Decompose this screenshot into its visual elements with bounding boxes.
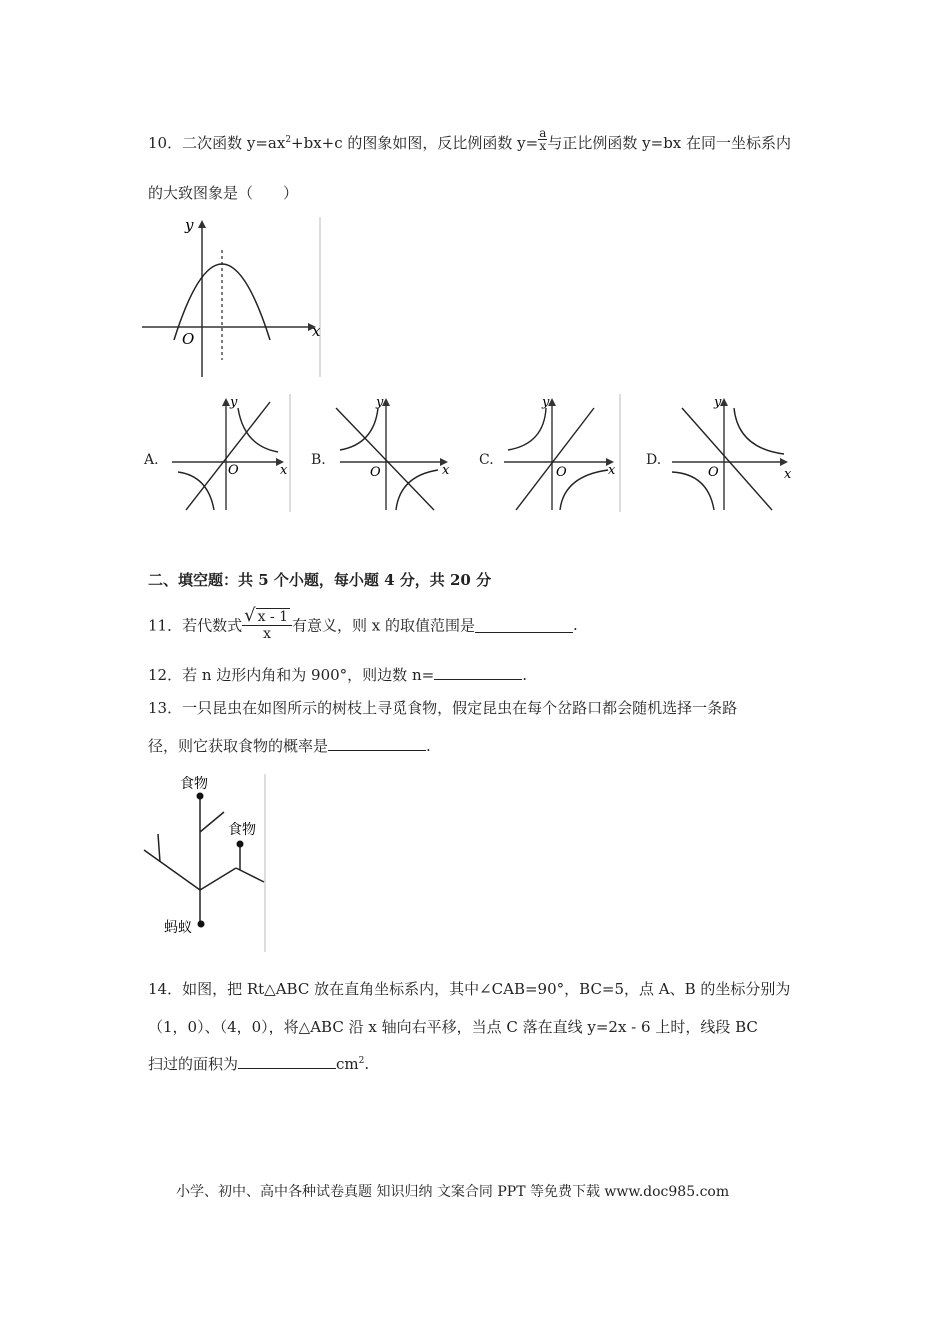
page-footer: 小学、初中、高中各种试卷真题 知识归纳 文案合同 PPT 等免费下载 www.doc985.com <box>176 1184 730 1200</box>
svg-text:x: x <box>280 463 288 478</box>
option-b-graph <box>334 394 458 512</box>
q14-line1: 14．如图，把 Rt△ABC 放在直角坐标系内，其中∠CAB=90°，BC=5，点 A、B 的坐标分别为 <box>148 980 791 998</box>
origin-label: O <box>182 330 195 348</box>
food-label-right: 食物 <box>228 822 256 838</box>
option-a-graph <box>166 394 294 512</box>
hyperbola-branch-2 <box>340 408 378 450</box>
q14-line2: （1，0）、（4，0），将△ABC 沿 x 轴向右平移，当点 C 落在直线 y=2x - 6 上时，线段 BC <box>148 1018 758 1036</box>
svg-text:O: O <box>228 463 239 478</box>
svg-text:x: x <box>608 463 616 478</box>
q12-answer-blank[interactable] <box>434 665 522 680</box>
svg-text:O: O <box>556 465 567 480</box>
q10-line1: 10．二次函数 $y=ax^2+bx+c$ 的图象如图，反比例函数 y= $\frac{a}{x}$ 与正比例函数 y=bx 在同一坐标系内 <box>148 125 792 153</box>
parabola-figure <box>140 212 325 382</box>
q14-line3: 扫过的面积为 $cm^2$. <box>148 1055 370 1073</box>
svg-text:O: O <box>370 465 381 480</box>
q13-line1: 13．一只昆虫在如图所示的树枝上寻觅食物，假定昆虫在每个岔路口都会随机选择一条路 <box>148 699 738 717</box>
option-a-label: A. <box>144 452 159 468</box>
option-c-graph <box>500 394 624 512</box>
sqrt-sign: √ <box>244 605 256 626</box>
line-y-bx <box>186 402 270 510</box>
hyperbola-branch-2 <box>508 408 546 450</box>
x-axis-label: x <box>312 322 321 340</box>
section-2-heading: 二、填空题：共 5 个小题，每小题 4 分，共 20 分 <box>148 571 492 589</box>
sqrt-fraction: $\frac{√ x - 1}{x}$ <box>242 608 292 642</box>
food-dot-top <box>197 793 204 800</box>
hyperbola-branch-1 <box>734 408 784 454</box>
q11: 11．若代数式 $\frac{√ x - 1}{x}$ 有意义，则 x 的取值范围是 . <box>148 605 578 642</box>
q12: 12．若 n 边形内角和为 900°，则边数 n= . <box>148 666 527 684</box>
ant-dot <box>198 921 205 928</box>
line-y-bx <box>682 408 772 510</box>
q10-line2: 的大致图象是（ ） <box>148 184 299 202</box>
option-b-label: B. <box>311 452 326 468</box>
option-d-label: D. <box>646 452 662 468</box>
hyperbola-branch-3 <box>178 472 214 510</box>
y-axis-label: y <box>185 216 194 234</box>
hyperbola-branch-1 <box>238 408 278 452</box>
ant-label: 蚂蚁 <box>164 920 192 936</box>
line-y-bx <box>516 408 594 510</box>
food-label-top: 食物 <box>180 776 208 792</box>
tree-branch-figure <box>140 772 270 954</box>
svg-text:O: O <box>708 465 719 480</box>
svg-text:y: y <box>542 395 550 410</box>
q14-answer-blank[interactable] <box>238 1054 336 1069</box>
svg-text:x: x <box>784 467 792 482</box>
option-c-label: C. <box>479 452 494 468</box>
q13-line2: 径，则它获取食物的概率是 . <box>148 737 431 755</box>
q11-answer-blank[interactable] <box>475 618 573 633</box>
q13-answer-blank[interactable] <box>328 736 426 751</box>
fraction-a-over-x: $\frac{a}{x}$ <box>539 125 547 153</box>
option-d-graph <box>668 394 796 512</box>
svg-text:x: x <box>442 463 450 478</box>
hyperbola-branch-4 <box>560 470 608 510</box>
svg-text:y: y <box>714 395 722 410</box>
line-y-bx <box>336 408 434 510</box>
food-dot-right <box>237 841 244 848</box>
svg-text:y: y <box>376 395 384 410</box>
svg-text:y: y <box>230 395 238 410</box>
